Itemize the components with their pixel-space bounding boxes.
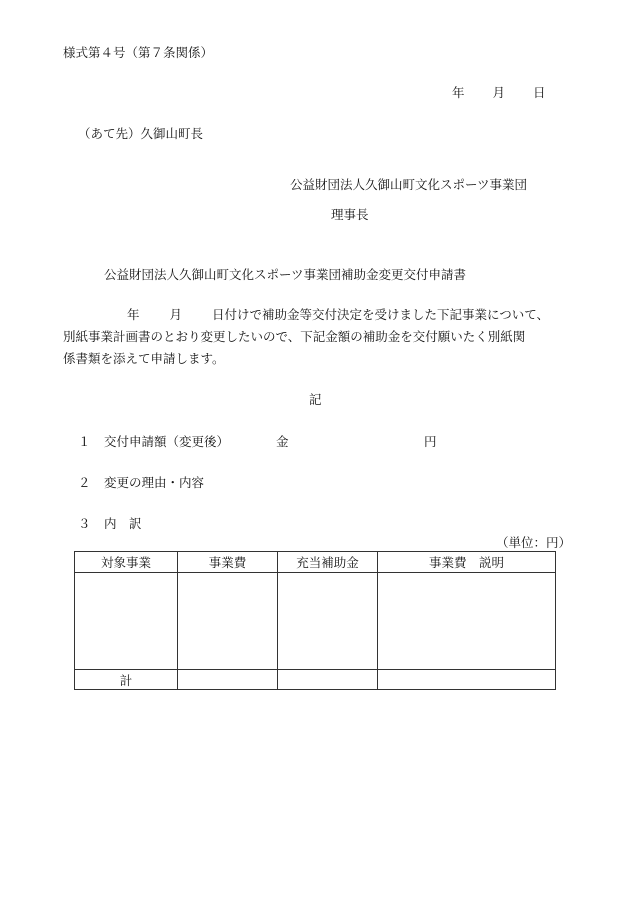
body-line-2: 別紙事業計画書のとおり変更したいので、下記金額の補助金を交付願いたく別紙関 bbox=[63, 329, 526, 344]
body-month: 月 bbox=[169, 307, 183, 322]
item-change-reason bbox=[78, 473, 204, 491]
breakdown-table bbox=[74, 551, 556, 690]
date-month: 月 bbox=[492, 85, 506, 100]
body-line-1 bbox=[63, 304, 569, 326]
applicant-organization: 公益財団法人久御山町文化スポーツ事業団 bbox=[290, 177, 528, 192]
total-label: 計 bbox=[75, 670, 178, 690]
item-breakdown bbox=[78, 514, 142, 532]
header-target-project: 対象事業 bbox=[75, 552, 178, 573]
table-row bbox=[75, 573, 556, 670]
body-year: 年 bbox=[127, 307, 140, 322]
date-day: 日 bbox=[533, 85, 546, 100]
form-number: 様式第４号（第７条関係） bbox=[63, 45, 214, 60]
table-total-row bbox=[75, 670, 556, 690]
body-text bbox=[63, 304, 569, 370]
unit-note: （単位：円） bbox=[496, 535, 572, 550]
header-project-cost: 事業費 bbox=[178, 552, 278, 573]
amount-prefix: 金 bbox=[276, 434, 289, 449]
document-title: 公益財団法人久御山町文化スポーツ事業団補助金変更交付申請書 bbox=[104, 267, 467, 282]
header-allocated-subsidy: 充当補助金 bbox=[278, 552, 378, 573]
table-cell bbox=[278, 573, 378, 670]
header-cost-description: 事業費 説明 bbox=[378, 552, 556, 573]
total-cell bbox=[378, 670, 556, 690]
date-line bbox=[452, 83, 546, 101]
applicant-title: 理事長 bbox=[331, 207, 369, 222]
table-cell bbox=[178, 573, 278, 670]
table-cell bbox=[378, 573, 556, 670]
table-cell bbox=[75, 573, 178, 670]
addressee: （あて先）久御山町長 bbox=[78, 126, 204, 141]
item-label: 交付申請額（変更後） bbox=[104, 434, 230, 449]
body-line-3: 係書類を添えて申請します。 bbox=[63, 351, 225, 366]
amount-suffix: 円 bbox=[424, 434, 437, 449]
item-application-amount bbox=[78, 432, 229, 450]
item-number: １ bbox=[78, 434, 91, 449]
item-label: 内 訳 bbox=[104, 516, 142, 531]
date-year: 年 bbox=[452, 85, 465, 100]
ki-heading: 記 bbox=[309, 392, 322, 407]
total-cell bbox=[178, 670, 278, 690]
body-line-1-rest: 日付けで補助金等交付決定を受けました下記事業について、 bbox=[212, 307, 550, 322]
item-number: ３ bbox=[78, 516, 91, 531]
item-label: 変更の理由・内容 bbox=[104, 475, 205, 490]
total-cell bbox=[278, 670, 378, 690]
item-number: ２ bbox=[78, 475, 91, 490]
table-header-row bbox=[75, 552, 556, 573]
